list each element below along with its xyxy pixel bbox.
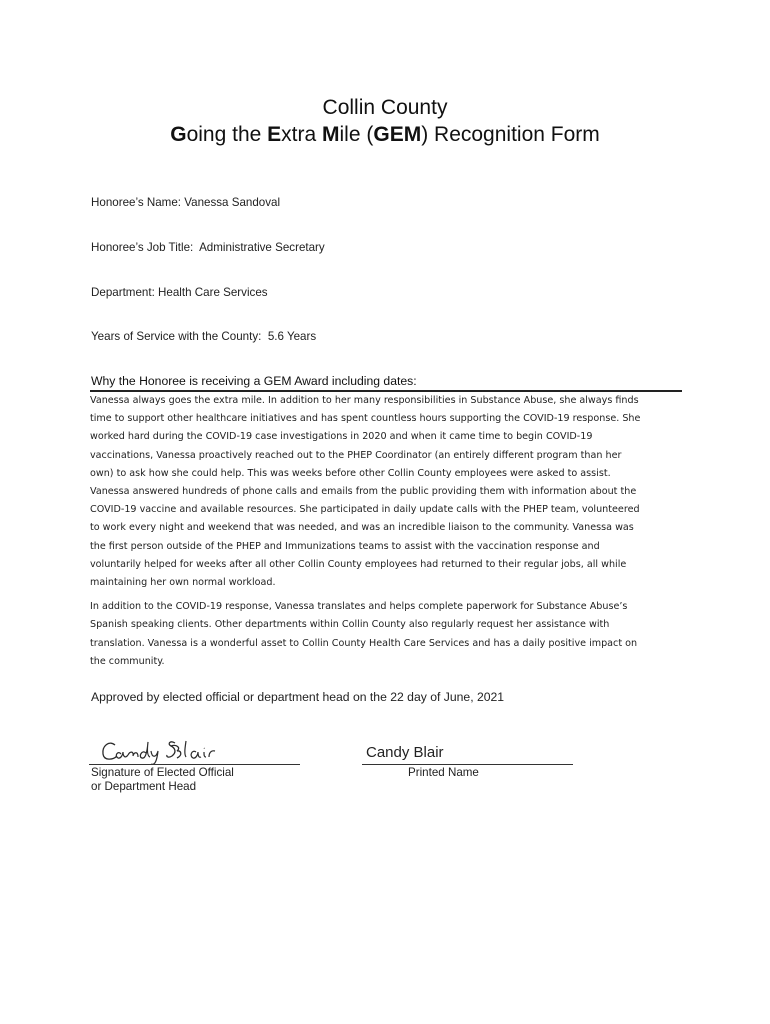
signature-caption xyxy=(91,766,234,794)
title-part: GEM xyxy=(373,123,422,146)
job-title-field xyxy=(91,241,325,254)
printed-name-caption: Printed Name xyxy=(408,766,479,779)
job-title-value: Administrative Secretary xyxy=(199,241,325,254)
reason-heading: Why the Honoree is receiving a GEM Award including dates: xyxy=(91,374,417,388)
department-label: Department: xyxy=(91,286,155,299)
reason-line: own) to ask how she could help. This was weeks before other Collin County employees were asked to assist. xyxy=(90,467,611,479)
title-part: G xyxy=(170,123,187,146)
department-value: Health Care Services xyxy=(158,286,268,299)
signature-block xyxy=(89,736,304,796)
reason-line: Vanessa always goes the extra mile. In addition to her many responsibilities in Substance Abuse, she always finds xyxy=(90,395,639,406)
reason-line: worked hard during the COVID-19 case investigations in 2020 and when it came time to begin COVID-19 xyxy=(90,431,593,443)
reason-line: COVID-19 vaccine and available resources. She participated in daily update calls with the PHEP team, volunteered xyxy=(90,504,640,516)
years-of-service-label: Years of Service with the County: xyxy=(91,330,262,343)
form-title xyxy=(0,94,770,148)
reason-text xyxy=(90,392,680,677)
honoree-name-label: Honoree’s Name: xyxy=(91,196,182,209)
job-title-label: Honoree’s Job Title: xyxy=(91,241,194,254)
reason-line: time to support other healthcare initiatives and has spent countless hours supporting the COVID-19 response. She xyxy=(90,413,641,425)
printed-name-block xyxy=(362,740,574,790)
honoree-name-field xyxy=(91,196,280,209)
reason-paragraph-2 xyxy=(90,598,680,671)
printed-name-line xyxy=(362,764,573,765)
title-part: M xyxy=(322,123,340,146)
reason-line: In addition to the COVID-19 response, Vanessa translates and helps complete paperwork for Substance Abuse’s xyxy=(90,601,628,613)
signature-caption-line-1: Signature of Elected Official xyxy=(91,766,234,779)
signature-text: Candy Blair xyxy=(101,736,107,737)
title-part: E xyxy=(267,123,282,146)
title-part: oing the xyxy=(186,123,268,146)
signature-line xyxy=(89,764,300,765)
reason-line: Spanish speaking clients. Other departments within Collin County also regularly request her assistance with xyxy=(90,619,610,631)
form-name-title xyxy=(0,121,770,148)
reason-line: translation. Vanessa is a wonderful asset to Collin County Health Care Services and has a daily positive impact on xyxy=(90,637,638,649)
honoree-name-value: Vanessa Sandoval xyxy=(184,196,281,209)
approval-statement: Approved by elected official or department head on the 22 day of June, 2021 xyxy=(91,690,505,704)
reason-line: the first person outside of the PHEP and Immunizations teams to assist with the vaccination response and xyxy=(90,540,600,552)
title-part: ) Recognition Form xyxy=(421,123,600,146)
county-title: Collin County xyxy=(322,96,448,119)
reason-line: the community. xyxy=(90,655,165,667)
printed-name-value: Candy Blair xyxy=(366,744,444,761)
years-of-service-field xyxy=(91,330,316,343)
reason-line: to work every night and weekend that was needed, and was an incredible liaison to the community. Vanessa was xyxy=(90,522,634,534)
department-field xyxy=(91,286,268,299)
reason-line: Vanessa answered hundreds of phone calls and emails from the public providing them with information about the xyxy=(90,486,637,498)
title-part: ile ( xyxy=(339,123,374,146)
signature-caption-line-2: or Department Head xyxy=(91,780,197,793)
handwritten-signature xyxy=(101,736,231,766)
reason-line: voluntarily helped for weeks after all other Collin County employees had returned to their regular jobs, all while xyxy=(90,558,627,570)
title-part: xtra xyxy=(281,123,323,146)
years-of-service-value: 5.6 Years xyxy=(267,330,317,343)
reason-paragraph-1 xyxy=(90,392,680,592)
reason-line: maintaining her own normal workload. xyxy=(90,577,276,589)
reason-line: vaccinations, Vanessa proactively reached out to the PHEP Coordinator (an entirely different program than her xyxy=(90,449,622,461)
